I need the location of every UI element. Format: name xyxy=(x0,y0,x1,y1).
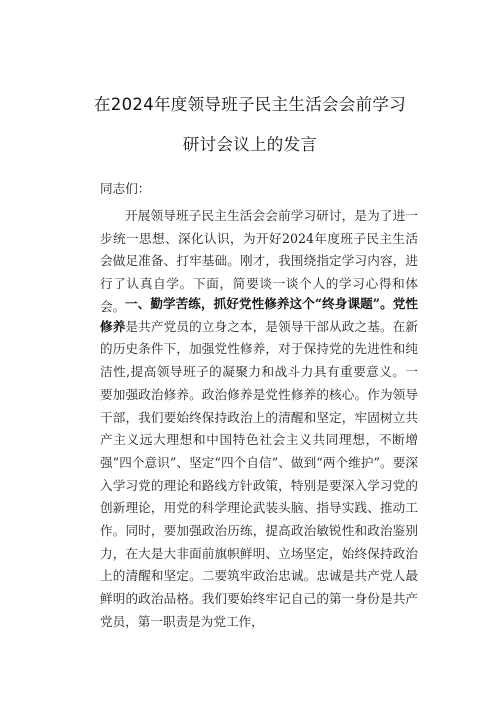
section-1-body: 是共产党员的立身之本，是领导干部从政之基。在新的历史条件下，加强党性修养，对于保持党的先进性和纯洁性,提高领导班子的凝聚力和战斗力具有重要意义。一要加强政治修养。政治修养是党性修养的核心。作为领导干部，我们要始终保持政治上的清醒和坚定，牢固树立共产主义远大理想和中国特色社会主义共同理想，不断增强“四个意识”、坚定“四个自信”、做到“两个维护”。要深入学习党的理论和路线方针政策，特别是要深入学习党的创新理论，用党的科学理论武装头脑、指导实践、推动工作。同时，要加强政治历练，提高政治敏锐性和政治鉴别力，在大是大非面前旗帜鲜明、立场坚定，始终保持政治上的清醒和坚定。二要筑牢政治忠诚。忠诚是共产党人最鲜明的政治品格。我们要始终牢记自己的第一身份是共产党员，第一职责是为党工作， xyxy=(100,318,419,629)
section-1-lead: 党性修养 xyxy=(100,296,418,334)
salutation: 同志们： xyxy=(100,181,151,196)
intro-paragraph: 开展领导班子民主生活会会前学习研讨，是为了进一步统一思想、深化认识，为开好2024年度班子民主生活会做足准备、打牢基础。刚才，我围绕指定学习内容，进行了认真自学。下面，简要谈一谈个人的学习心得和体会。 xyxy=(100,208,418,314)
document-title-line-1: 在2024年度领导班子民主生活会会前学习 xyxy=(94,95,406,114)
document-title-line-2: 研讨会议上的发言 xyxy=(182,135,318,154)
section-1-heading: 一、勤学苦练，抓好党性修养这个“终身课题”。 xyxy=(125,296,393,311)
section-1-paragraph xyxy=(100,293,418,634)
